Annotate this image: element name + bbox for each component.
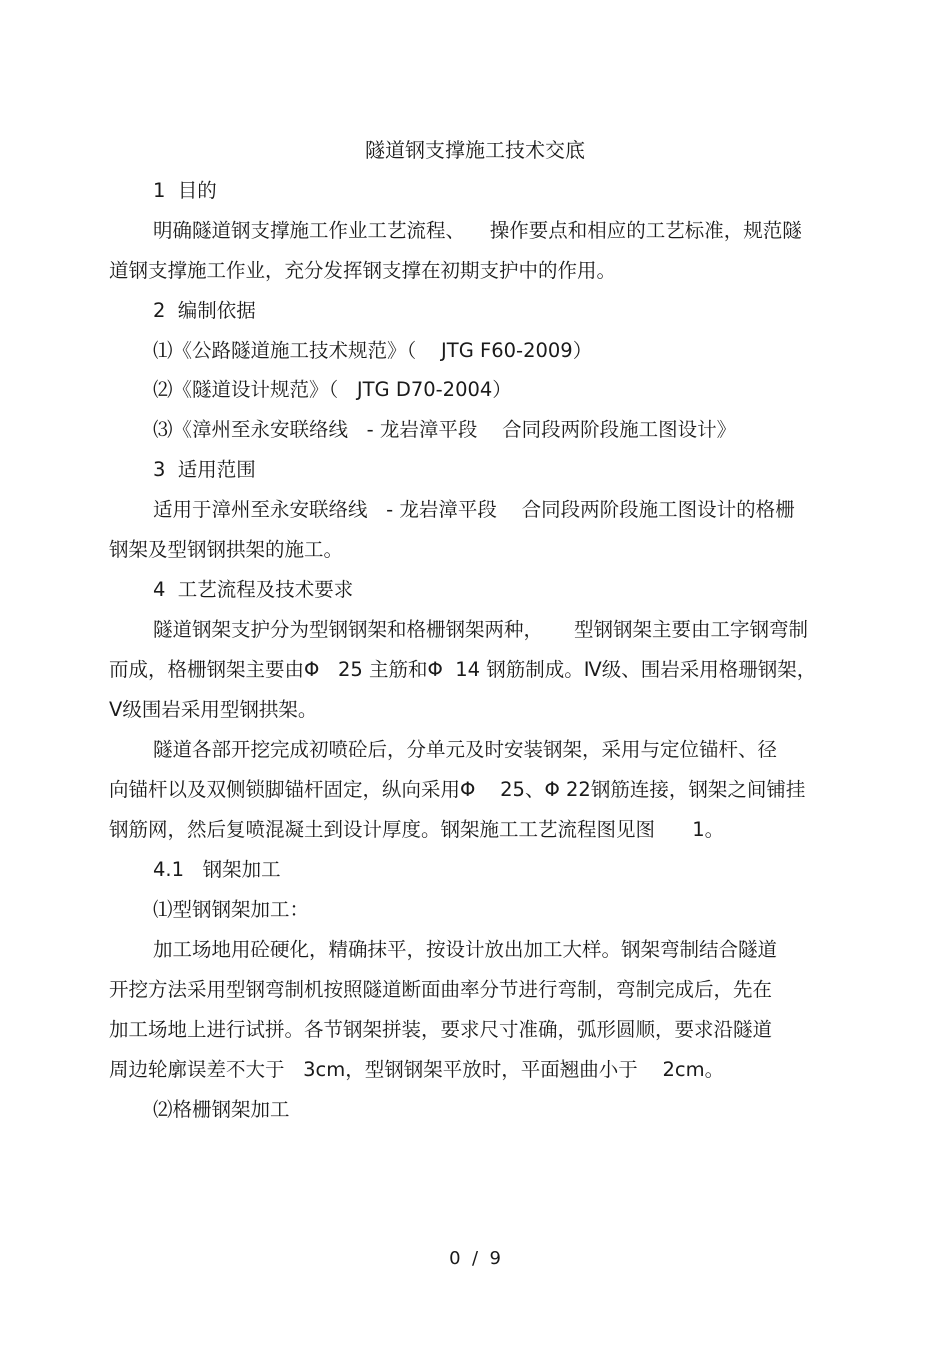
paragraph-scope-line-1: 适用于漳州至永安联络线 - 龙岩漳平段 合同段两阶段施工图设计的格栅 — [153, 498, 795, 521]
paragraph-install-line-2: 向锚杆以及双侧锁脚锚杆固定，纵向采用Φ 25、Φ 22钢筋连接，钢架之间铺挂 — [109, 778, 806, 801]
reference-item-3: ⑶《漳州至永安联络线 - 龙岩漳平段 合同段两阶段施工图设计》 — [153, 418, 737, 441]
paragraph-steel-line-1: 加工场地用砼硬化，精确抹平，按设计放出加工大样。钢架弯制结合隧道 — [153, 938, 778, 961]
paragraph-purpose-line-1: 明确隧道钢支撑施工作业工艺流程、 操作要点和相应的工艺标准，规范隧 — [153, 219, 802, 242]
reference-item-2: ⑵《隧道设计规范》（ JTG D70-2004） — [153, 378, 512, 401]
paragraph-steel-line-4: 周边轮廓误差不大于 3cm，型钢钢架平放时，平面翘曲小于 2cm。 — [109, 1058, 725, 1081]
heading-fabrication: 4.1 钢架加工 — [153, 858, 281, 881]
paragraph-install-line-1: 隧道各部开挖完成初喷砼后，分单元及时安装钢架，采用与定位锚杆、径 — [153, 738, 778, 761]
paragraph-support-line-1: 隧道钢架支护分为型钢钢架和格栅钢架两种， 型钢钢架主要由工字钢弯制 — [153, 618, 808, 641]
heading-basis: 2 编制依据 — [153, 299, 256, 322]
document-title: 隧道钢支撑施工技术交底 — [365, 138, 585, 162]
paragraph-steel-line-2: 开挖方法采用型钢弯制机按照隧道断面曲率分节进行弯制，弯制完成后，先在 — [109, 978, 773, 1001]
paragraph-install-line-3: 钢筋网，然后复喷混凝土到设计厚度。钢架施工工艺流程图见图 1。 — [109, 818, 725, 841]
paragraph-purpose-line-2: 道钢支撑施工作业，充分发挥钢支撑在初期支护中的作用。 — [109, 259, 617, 282]
subheading-grid-frame: ⑵格栅钢架加工 — [153, 1098, 290, 1121]
subheading-steel-frame: ⑴型钢钢架加工： — [153, 898, 310, 921]
heading-process: 4 工艺流程及技术要求 — [153, 578, 354, 601]
heading-purpose: 1 目的 — [153, 179, 217, 202]
paragraph-steel-line-3: 加工场地上进行试拼。各节钢架拼装，要求尺寸准确，弧形圆顺，要求沿隧道 — [109, 1018, 773, 1041]
reference-item-1: ⑴《公路隧道施工技术规范》（ JTG F60-2009） — [153, 339, 593, 362]
paragraph-support-line-3: Ⅴ级围岩采用型钢拱架。 — [109, 698, 318, 721]
paragraph-scope-line-2: 钢架及型钢钢拱架的施工。 — [109, 538, 344, 561]
page-indicator: 0 / 9 — [449, 1248, 501, 1269]
heading-scope: 3 适用范围 — [153, 458, 256, 481]
paragraph-support-line-2: 而成，格栅钢架主要由Φ 25 主筋和Φ 14 钢筋制成。Ⅳ级、围岩采用格珊钢架， — [109, 658, 817, 681]
